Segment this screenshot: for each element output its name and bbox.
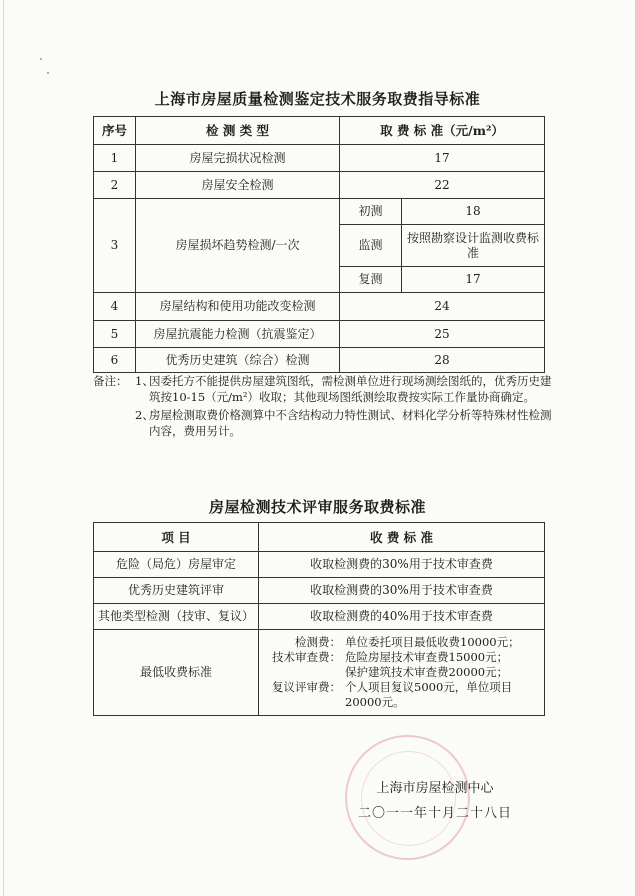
table-row — [94, 199, 545, 225]
sub-fee: 17 — [402, 267, 545, 293]
min-fee-value: 危险房屋技术审查费15000元； — [345, 650, 509, 664]
note-text: 因委托方不能提供房屋建筑图纸，需检测单位进行现场测绘图纸的，优秀历史建筑按10-15（元/m²）收取；其他现场图纸测绘取费按实际工作量协商确定。 — [149, 374, 552, 404]
row-type: 房屋抗震能力检测（抗震鉴定） — [136, 321, 340, 348]
note-number: 1、 — [135, 374, 154, 388]
row-item: 危险（局危）房屋审定 — [94, 552, 259, 578]
row-fee: 收取检测费的30%用于技术审查费 — [259, 552, 545, 578]
notes-section — [93, 373, 553, 439]
official-seal — [345, 735, 470, 860]
table-header-row — [94, 523, 545, 552]
row-type: 优秀历史建筑（综合）检测 — [136, 348, 340, 373]
min-fee-value: 保护建筑技术审查费20000元； — [345, 665, 509, 679]
row-type: 房屋完损状况检测 — [136, 145, 340, 172]
row-no: 2 — [94, 172, 136, 199]
table-row — [94, 293, 545, 321]
table-row — [94, 552, 545, 578]
sub-fee: 按照勘察设计监测收费标准 — [402, 225, 545, 267]
col-header-fee: 收 费 标 准 — [259, 523, 545, 552]
col-header-type: 检 测 类 型 — [136, 117, 340, 145]
row-fee: 收取检测费的30%用于技术审查费 — [259, 578, 545, 604]
row-no: 1 — [94, 145, 136, 172]
fee-guideline-table — [93, 116, 545, 373]
table-row — [94, 604, 545, 630]
row-fee: 25 — [340, 321, 545, 348]
document-title: 上海市房屋质量检测鉴定技术服务取费指导标准 — [154, 90, 481, 108]
row-item: 优秀历史建筑评审 — [94, 578, 259, 604]
row-fee: 收取检测费的40%用于技术审查费 — [259, 604, 545, 630]
min-fee-list — [259, 630, 545, 716]
note-number: 2、 — [135, 408, 154, 422]
row-no: 6 — [94, 348, 136, 373]
note-item — [93, 373, 553, 405]
table-row — [94, 172, 545, 199]
min-fee-line — [263, 665, 540, 680]
scan-speck — [47, 72, 49, 74]
section-title: 房屋检测技术评审服务取费标准 — [208, 498, 426, 516]
row-fee: 24 — [340, 293, 545, 321]
issue-date: 二〇一一年十月二十八日 — [357, 806, 512, 821]
sub-label: 复测 — [340, 267, 402, 293]
table-row — [94, 630, 545, 716]
min-fee-value: 个人项目复议5000元，单位项目20000元。 — [345, 680, 513, 709]
sub-label: 初测 — [340, 199, 402, 225]
row-type: 房屋结构和使用功能改变检测 — [136, 293, 340, 321]
min-fee-line — [263, 650, 540, 665]
row-fee: 17 — [340, 145, 545, 172]
row-no: 5 — [94, 321, 136, 348]
row-fee: 28 — [340, 348, 545, 373]
table-row — [94, 348, 545, 373]
notes-label: 备注： — [93, 374, 128, 388]
row-type: 房屋安全检测 — [136, 172, 340, 199]
row-no: 3 — [94, 199, 136, 293]
table-row — [94, 145, 545, 172]
table-row — [94, 321, 545, 348]
scan-edge — [3, 0, 4, 896]
review-fee-table — [93, 522, 545, 716]
issuing-organization: 上海市房屋检测中心 — [376, 781, 494, 796]
row-item: 最低收费标准 — [94, 630, 259, 716]
row-type: 房屋损坏趋势检测/一次 — [136, 199, 340, 293]
table-row — [94, 578, 545, 604]
min-fee-value: 单位委托项目最低收费10000元； — [345, 635, 520, 649]
note-text: 房屋检测取费价格测算中不含结构动力特性测试、材料化学分析等特殊材性检测内容，费用另计。 — [149, 408, 552, 438]
scan-speck — [40, 58, 42, 60]
table-header-row — [94, 117, 545, 145]
min-fee-line — [263, 680, 540, 710]
sub-fee: 18 — [402, 199, 545, 225]
min-fee-label: 技术审查费： — [272, 650, 341, 664]
min-fee-label: 复议评审费： — [272, 680, 341, 694]
col-header-no: 序号 — [94, 117, 136, 145]
row-fee: 22 — [340, 172, 545, 199]
row-item: 其他类型检测（技审、复议） — [94, 604, 259, 630]
sub-label: 监测 — [340, 225, 402, 267]
min-fee-line — [263, 635, 540, 650]
min-fee-label — [263, 665, 341, 680]
col-header-item: 项 目 — [94, 523, 259, 552]
note-item — [93, 407, 553, 439]
row-no: 4 — [94, 293, 136, 321]
col-header-fee: 取 费 标 准（元/m²） — [340, 117, 545, 145]
min-fee-label: 检测费： — [295, 635, 341, 649]
